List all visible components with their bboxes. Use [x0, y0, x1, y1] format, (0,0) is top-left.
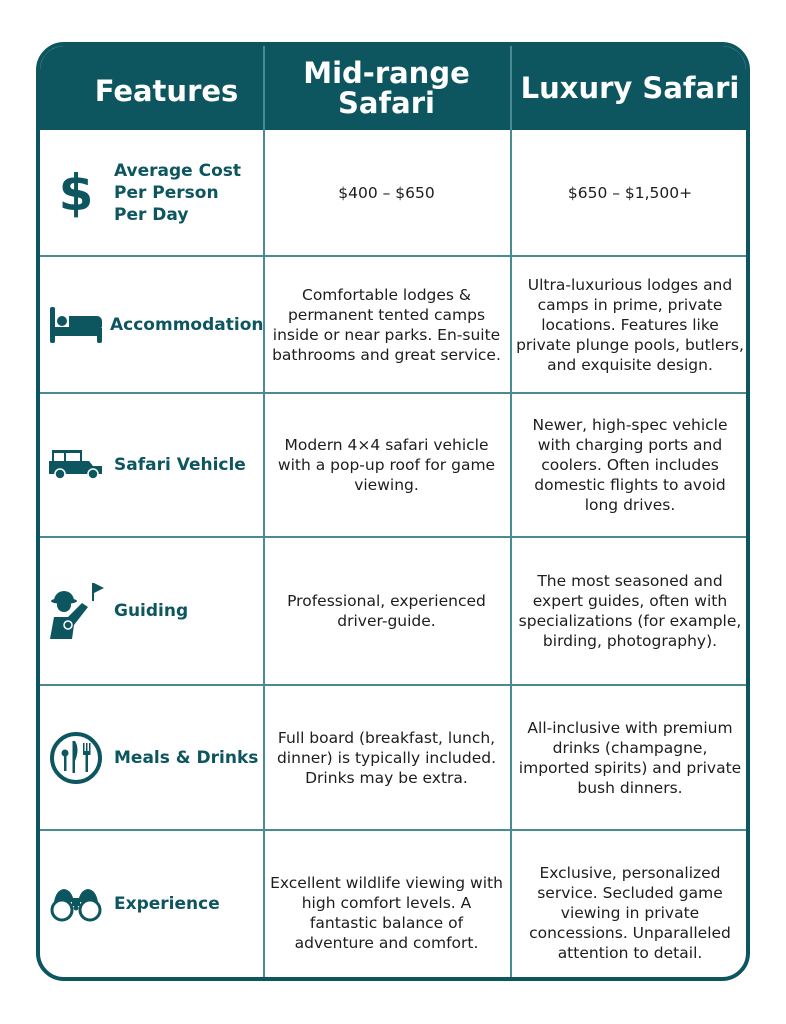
midrange-cell: Full board (breakfast, lunch, dinner) is typically included. Drinks may be extra. [276, 728, 497, 787]
luxury-cell: The most seasoned and expert guides, often with specializations (for example, birding, photography). [518, 572, 742, 650]
feature-label: Accommodation [110, 314, 264, 335]
feature-label: Average Cost Per Person Per Day [114, 160, 242, 225]
cutlery-icon [48, 730, 104, 786]
header-luxury: Luxury Safari [520, 70, 740, 105]
feature-cell [40, 130, 263, 255]
table-row [40, 686, 746, 829]
midrange-cell: Excellent wildlife viewing with high comfort levels. A fantastic balance of adventure and comfort. [270, 874, 503, 952]
bed-icon [48, 300, 104, 350]
header-features: Features [94, 73, 239, 108]
feature-cell [40, 257, 263, 392]
table-row [40, 538, 746, 684]
midrange-cell: Modern 4×4 safari vehicle with a pop-up roof for game viewing. [277, 436, 496, 494]
table-header [40, 46, 746, 130]
feature-cell [40, 831, 263, 977]
guide-icon [48, 581, 104, 641]
binoculars-icon [48, 879, 104, 929]
luxury-cell: All-inclusive with premium drinks (champagne, imported spirits) and private bush dinners. [518, 718, 742, 797]
feature-label: Safari Vehicle [114, 455, 246, 475]
table-row [40, 257, 746, 392]
midrange-cell: $400 – $650 [338, 183, 435, 202]
table-row [40, 394, 746, 536]
feature-cell [40, 686, 263, 829]
midrange-cell: Comfortable lodges & permanent tented camps inside or near parks. En-suite bathrooms and great service. [272, 285, 501, 364]
feature-label: Guiding [114, 601, 189, 621]
comparison-table [36, 42, 750, 981]
table-row [40, 831, 746, 977]
safari-vehicle-icon [48, 440, 104, 490]
dollar-icon: $ [58, 163, 94, 222]
luxury-cell: Exclusive, personalized service. Secluded game viewing in private concessions. Unparalleled attention to detail. [529, 864, 731, 962]
midrange-cell: Professional, experienced driver-guide. [287, 592, 486, 630]
feature-label: Experience [114, 894, 220, 914]
luxury-cell: $650 – $1,500+ [567, 183, 693, 202]
luxury-cell: Ultra-luxurious lodges and camps in prime, private locations. Features like private plunge pools, butlers, and exquisite design. [516, 275, 744, 374]
feature-cell [40, 394, 263, 536]
header-midrange: Mid-range Safari [303, 55, 470, 120]
luxury-cell: Newer, high-spec vehicle with charging ports and coolers. Often includes domestic flights to avoid long drives. [532, 416, 728, 514]
feature-cell [40, 538, 263, 684]
table-row [40, 130, 746, 255]
feature-label: Meals & Drinks [114, 747, 259, 768]
